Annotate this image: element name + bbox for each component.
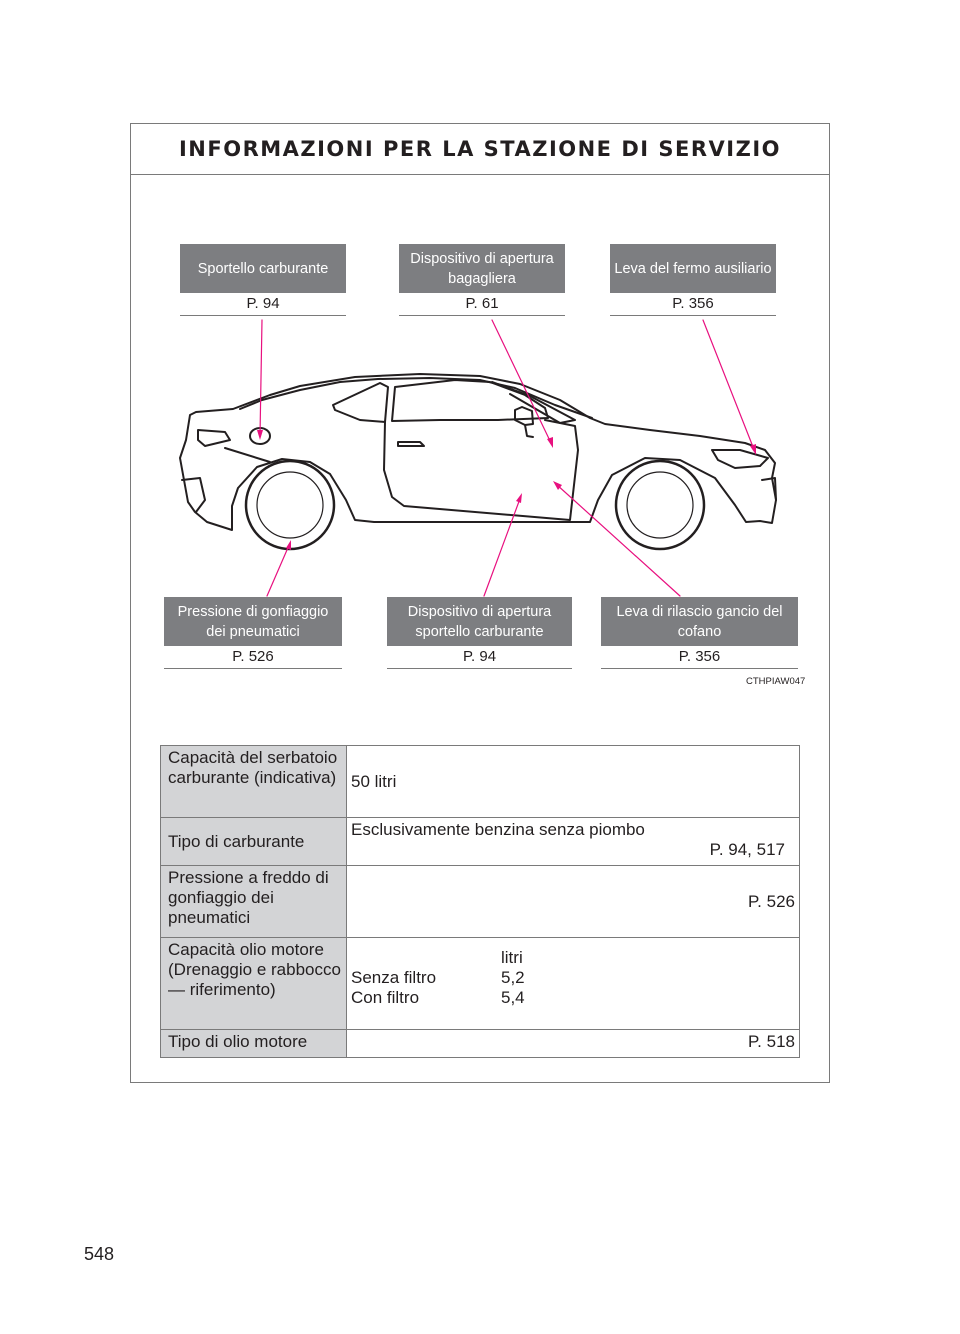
leader-fuel-door-opener bbox=[484, 496, 521, 596]
callout-page-ref: P. 94 bbox=[387, 646, 572, 669]
oil-row-name: Con filtro bbox=[351, 988, 420, 1007]
tire-pressure-label: Pressione a freddo di gonfiaggio dei pneumatici bbox=[161, 866, 347, 938]
fuel-type-cell bbox=[347, 818, 800, 866]
page-number: 548 bbox=[84, 1244, 115, 1264]
oil-row-value: 5,4 bbox=[501, 988, 525, 1007]
figure-code: CTHPIAW047 bbox=[746, 676, 806, 687]
callout-page-ref: P. 356 bbox=[601, 646, 798, 669]
oil-capacity-grid bbox=[351, 948, 795, 1008]
rear-window bbox=[333, 383, 388, 422]
mirror-stem bbox=[525, 425, 533, 437]
leader-trunk-opener bbox=[492, 320, 552, 445]
callout-label: Dispositivo di apertura sportello carburante bbox=[387, 597, 572, 646]
leader-aux-latch bbox=[703, 320, 755, 452]
oil-capacity-label: Capacità olio motore (Drenaggio e rabbocco — riferimento) bbox=[161, 938, 347, 1030]
callout-label: Leva del fermo ausiliario bbox=[610, 244, 776, 293]
callout-label: Dispositivo di apertura bagagliera bbox=[399, 244, 565, 293]
oil-capacity-cell bbox=[347, 938, 800, 1030]
callout-label: Sportello carburante bbox=[180, 244, 346, 293]
callout-tire-pressure bbox=[164, 597, 342, 669]
oil-type-label: Tipo di olio motore bbox=[161, 1030, 347, 1058]
fuel-capacity-label: Capacità del serbatoio carburante (indicativa) bbox=[161, 746, 347, 818]
callout-page-ref: P. 356 bbox=[610, 293, 776, 316]
callout-page-ref: P. 61 bbox=[399, 293, 565, 316]
oil-grid-spacer bbox=[351, 948, 501, 968]
fuel-type-label: Tipo di carburante bbox=[161, 818, 347, 866]
page-title: INFORMAZIONI PER LA STAZIONE DI SERVIZIO bbox=[178, 137, 781, 161]
front-wheel bbox=[616, 461, 704, 549]
callout-aux-latch bbox=[610, 244, 776, 316]
table-row bbox=[161, 746, 800, 818]
table-row bbox=[161, 866, 800, 938]
leader-hood-release bbox=[556, 484, 680, 596]
leader-tire-pressure bbox=[267, 543, 290, 596]
door-outline bbox=[384, 420, 578, 520]
tire-pressure-ref: P. 526 bbox=[347, 866, 800, 938]
oil-type-ref: P. 518 bbox=[347, 1030, 800, 1058]
arrow-trunk-opener bbox=[547, 437, 553, 448]
callout-label: Leva di rilascio gancio del cofano bbox=[601, 597, 798, 646]
callout-trunk-opener bbox=[399, 244, 565, 316]
table-row bbox=[161, 818, 800, 866]
door-handle bbox=[398, 442, 424, 446]
oil-row-name: Senza filtro bbox=[351, 968, 437, 987]
callout-fuel-lid bbox=[180, 244, 346, 316]
table-row bbox=[161, 1030, 800, 1058]
callout-label: Pressione di gonfiaggio dei pneumatici bbox=[164, 597, 342, 646]
rear-fender-line bbox=[225, 448, 270, 462]
arrow-fuel-lid bbox=[257, 430, 263, 440]
fuel-type-ref: P. 94, 517 bbox=[709, 840, 785, 859]
callout-fuel-door-opener bbox=[387, 597, 572, 669]
table-row bbox=[161, 938, 800, 1030]
leader-lines bbox=[260, 320, 755, 596]
fuel-capacity-value: 50 litri bbox=[347, 746, 800, 818]
front-wheel-rim bbox=[627, 472, 693, 538]
fuel-type-value: Esclusivamente benzina senza piombo bbox=[351, 820, 645, 839]
rear-wheel-rim bbox=[257, 472, 323, 538]
oil-row-value: 5,2 bbox=[501, 968, 525, 987]
side-mirror bbox=[515, 407, 533, 425]
leader-fuel-lid bbox=[260, 320, 262, 436]
oil-unit: litri bbox=[501, 948, 523, 967]
callout-page-ref: P. 526 bbox=[164, 646, 342, 669]
arrow-fuel-door-opener bbox=[516, 493, 522, 503]
callout-hood-release bbox=[601, 597, 798, 669]
rear-light bbox=[198, 430, 230, 446]
spec-table bbox=[160, 745, 800, 1058]
callout-page-ref: P. 94 bbox=[180, 293, 346, 316]
headlight bbox=[712, 450, 768, 468]
rear-wheel bbox=[246, 461, 334, 549]
